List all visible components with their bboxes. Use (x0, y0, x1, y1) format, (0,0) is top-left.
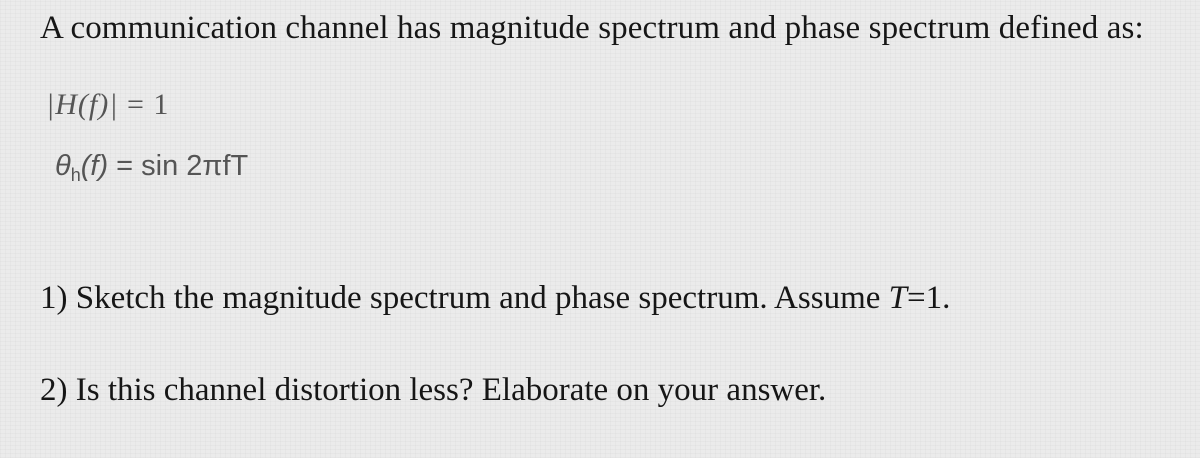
phase-subscript: h (70, 165, 81, 185)
phase-rhs: = sin 2πfT (108, 150, 249, 182)
phase-symbol: θ (55, 150, 71, 182)
question-1-suffix: =1. (907, 280, 951, 316)
magnitude-equation (46, 88, 169, 122)
intro-text: A communication channel has magnitude spectrum and phase spectrum defined as: (40, 10, 1144, 46)
question-1-variable: T (888, 280, 907, 316)
question-1 (40, 280, 950, 317)
question-2: 2) Is this channel distortion less? Elaborate on your answer. (40, 372, 827, 408)
phase-equation (55, 150, 248, 183)
phase-argument: (f) (80, 150, 109, 182)
magnitude-rhs: = 1 (118, 88, 170, 121)
question-1-prefix: 1) Sketch the magnitude spectrum and phase spectrum. Assume (40, 280, 889, 316)
magnitude-lhs: |H(f)| (46, 88, 119, 121)
